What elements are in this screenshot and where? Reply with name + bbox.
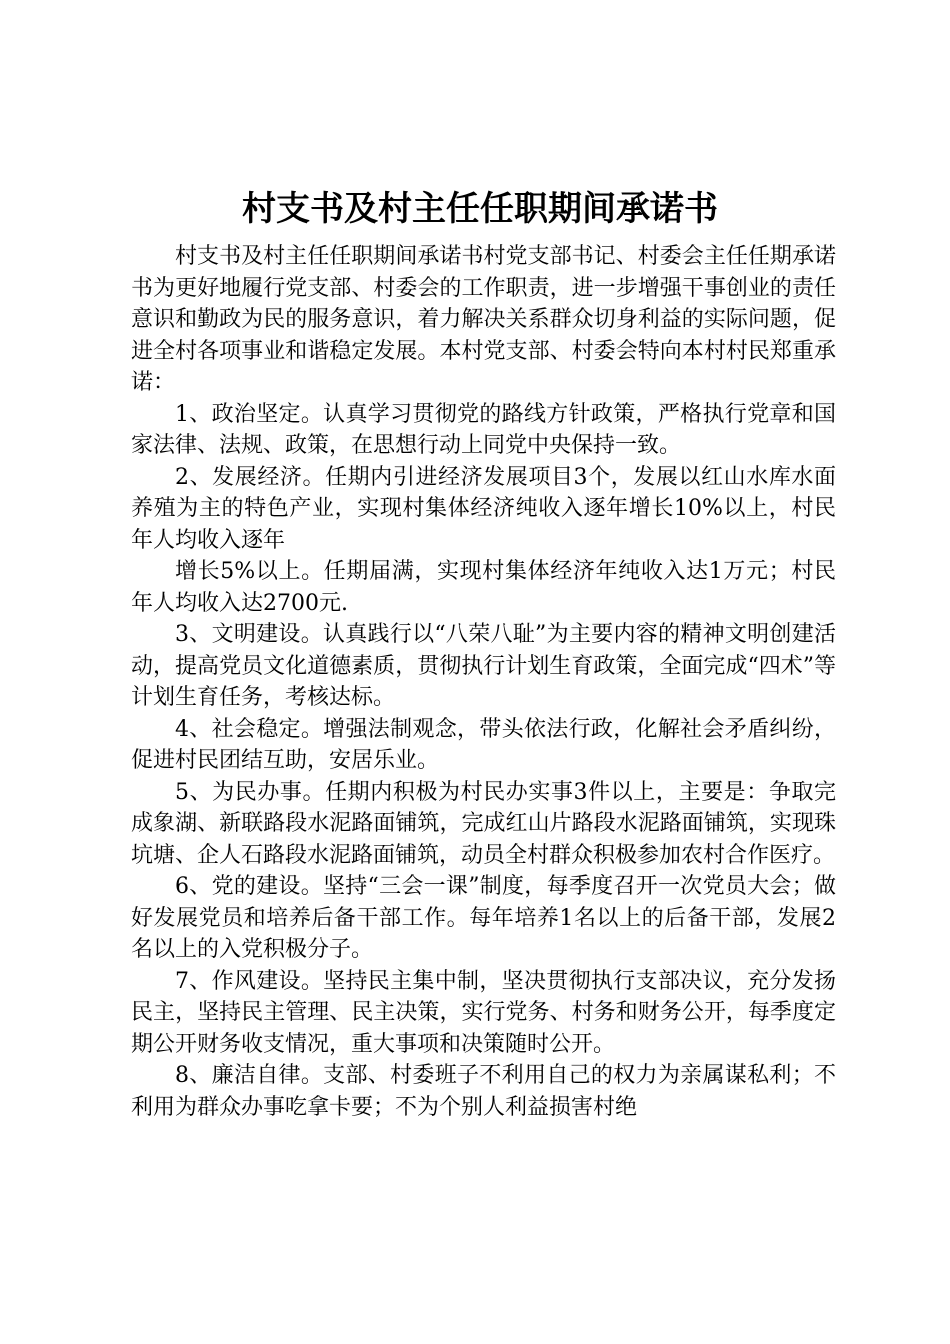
paragraph-item-4: 4、社会稳定。增强法制观念，带头依法行政，化解社会矛盾纠纷，促进村民团结互助，安居乐业。	[131, 716, 836, 773]
document-body	[131, 241, 836, 1123]
paragraph-item-1: 1、政治坚定。认真学习贯彻党的路线方针政策，严格执行党章和国家法律、法规、政策，在思想行动上同党中央保持一致。	[131, 401, 836, 458]
paragraph-item-6: 6、党的建设。坚持“三会一课”制度，每季度召开一次党员大会；做好发展党员和培养后备干部工作。每年培养1名以上的后备干部，发展2名以上的入党积极分子。	[131, 874, 836, 962]
paragraph-item-2: 2、发展经济。任期内引进经济发展项目3个，发展以红山水库水面养殖为主的特色产业，实现村集体经济纯收入逐年增长10%以上，村民年人均收入逐年	[131, 464, 836, 553]
paragraph-intro: 村支书及村主任任职期间承诺书村党支部书记、村委会主任任期承诺书为更好地履行党支部、村委会的工作职责，进一步增强干事创业的责任意识和勤政为民的服务意识，着力解决关系群众切身利益的实际问题，促进全村各项事业和谐稳定发展。本村党支部、村委会特向本村村民郑重承诺：	[131, 244, 836, 395]
paragraph-item-3: 3、文明建设。认真践行以“八荣八耻”为主要内容的精神文明创建活动，提高党员文化道德素质，贯彻执行计划生育政策，全面完成“四术”等计划生育任务，考核达标。	[131, 622, 836, 710]
paragraph-item-5: 5、为民办事。任期内积极为村民办实事3件以上，主要是：争取完成象湖、新联路段水泥路面铺筑，完成红山片路段水泥路面铺筑，实现珠坑塘、企人石路段水泥路面铺筑，动员全村群众积极参加农村合作医疗。	[131, 779, 836, 868]
paragraph-item-2-continued: 增长5%以上。任期届满，实现村集体经济年纯收入达1万元；村民年人均收入达2700元.	[131, 559, 836, 616]
document-title: 村支书及村主任任职期间承诺书	[242, 189, 718, 229]
paragraph-item-7: 7、作风建设。坚持民主集中制，坚决贯彻执行支部决议，充分发扬民主，坚持民主管理、民主决策，实行党务、村务和财务公开，每季度定期公开财务收支情况，重大事项和决策随时公开。	[131, 968, 836, 1057]
paragraph-item-8: 8、廉洁自律。支部、村委班子不利用自己的权力为亲属谋私利；不利用为群众办事吃拿卡要；不为个别人利益损害村绝	[131, 1063, 836, 1120]
